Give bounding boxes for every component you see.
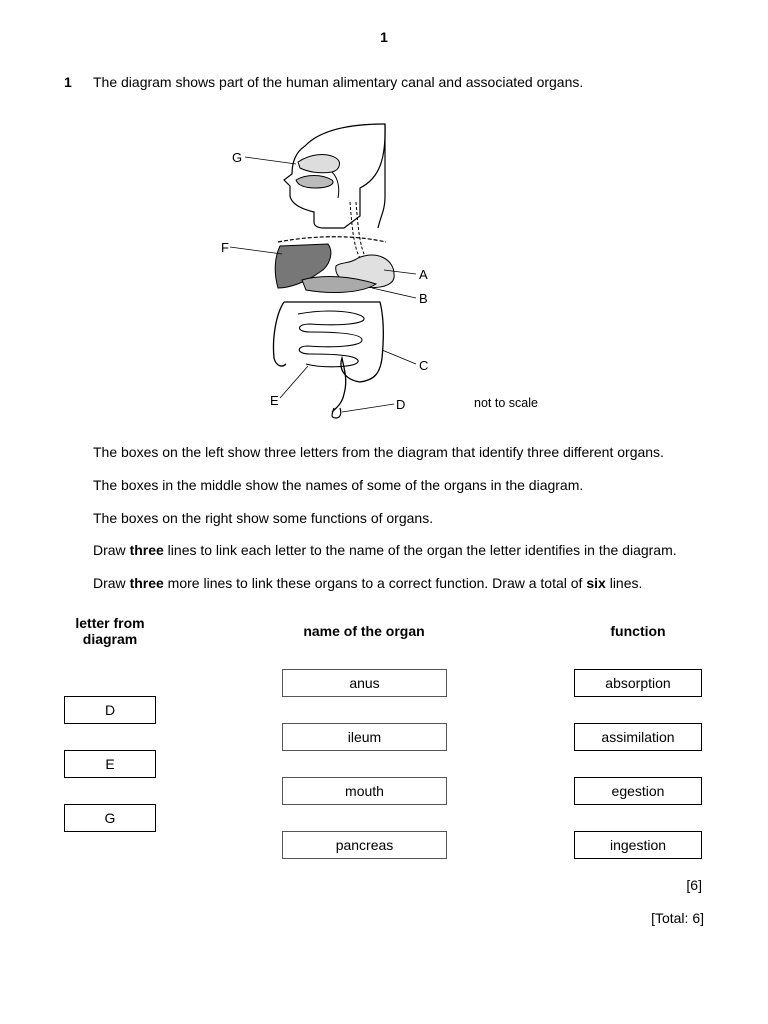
organ-box-pancreas[interactable]: pancreas — [282, 831, 447, 859]
alimentary-canal-diagram — [210, 118, 550, 423]
label-e: E — [270, 393, 279, 408]
organ-box-ileum[interactable]: ileum — [282, 723, 447, 751]
function-box-ingestion[interactable]: ingestion — [574, 831, 702, 859]
instruction-text: more lines to link these organs to a correct function. Draw a total of — [163, 575, 587, 591]
instruction-left-boxes: The boxes on the left show three letters from the diagram that identify three different organs. — [93, 444, 664, 460]
letters-heading-line1: letter from — [75, 615, 145, 631]
letters-heading-line2: diagram — [82, 631, 138, 647]
label-a: A — [419, 267, 428, 282]
instruction-text: lines. — [605, 575, 643, 591]
instruction-middle-boxes: The boxes in the middle show the names of some of the organs in the diagram. — [93, 477, 584, 493]
neck-back — [378, 124, 385, 228]
letter-box-e[interactable]: E — [64, 750, 156, 778]
tongue — [296, 176, 333, 189]
large-intestine — [273, 302, 383, 412]
letter-box-d[interactable]: D — [64, 696, 156, 724]
function-box-assimilation[interactable]: assimilation — [574, 723, 702, 751]
instruction-link-letters — [93, 542, 677, 558]
label-b: B — [419, 291, 428, 306]
total-marks: [Total: 6] — [651, 910, 704, 926]
not-to-scale-note: not to scale — [474, 396, 538, 410]
function-box-absorption[interactable]: absorption — [574, 669, 702, 697]
instruction-text: lines to link each letter to the name of the organ the letter identifies in the diagram. — [163, 542, 677, 558]
instruction-text: Draw — [93, 542, 130, 558]
alimentary-canal-svg — [210, 118, 550, 423]
organ-box-anus[interactable]: anus — [282, 669, 447, 697]
instruction-bold: six — [586, 575, 606, 591]
question-number: 1 — [64, 74, 72, 90]
throat — [332, 172, 339, 198]
marks: [6] — [686, 877, 702, 893]
oesophagus-right — [356, 202, 366, 258]
label-f: F — [221, 240, 229, 255]
functions-column-heading: function — [610, 623, 666, 639]
head-outline — [284, 124, 385, 228]
letter-box-g[interactable]: G — [64, 804, 156, 832]
instruction-bold: three — [129, 542, 164, 558]
instruction-bold: three — [129, 575, 164, 591]
rectum — [332, 408, 341, 418]
label-d: D — [396, 397, 406, 412]
instruction-text: Draw — [93, 575, 130, 591]
oral-cavity — [298, 155, 339, 173]
question-intro: The diagram shows part of the human alimentary canal and associated organs. — [93, 74, 584, 90]
diaphragm — [278, 237, 386, 242]
function-box-egestion[interactable]: egestion — [574, 777, 702, 805]
label-c: C — [419, 358, 429, 373]
letters-column-heading — [54, 615, 166, 647]
instruction-link-functions — [93, 575, 642, 591]
organs-column-heading: name of the organ — [303, 623, 425, 639]
instruction-right-boxes: The boxes on the right show some functions of organs. — [93, 510, 434, 526]
small-intestine — [298, 311, 364, 367]
label-g: G — [232, 150, 243, 165]
organ-box-mouth[interactable]: mouth — [282, 777, 447, 805]
page-number: 1 — [380, 29, 388, 45]
